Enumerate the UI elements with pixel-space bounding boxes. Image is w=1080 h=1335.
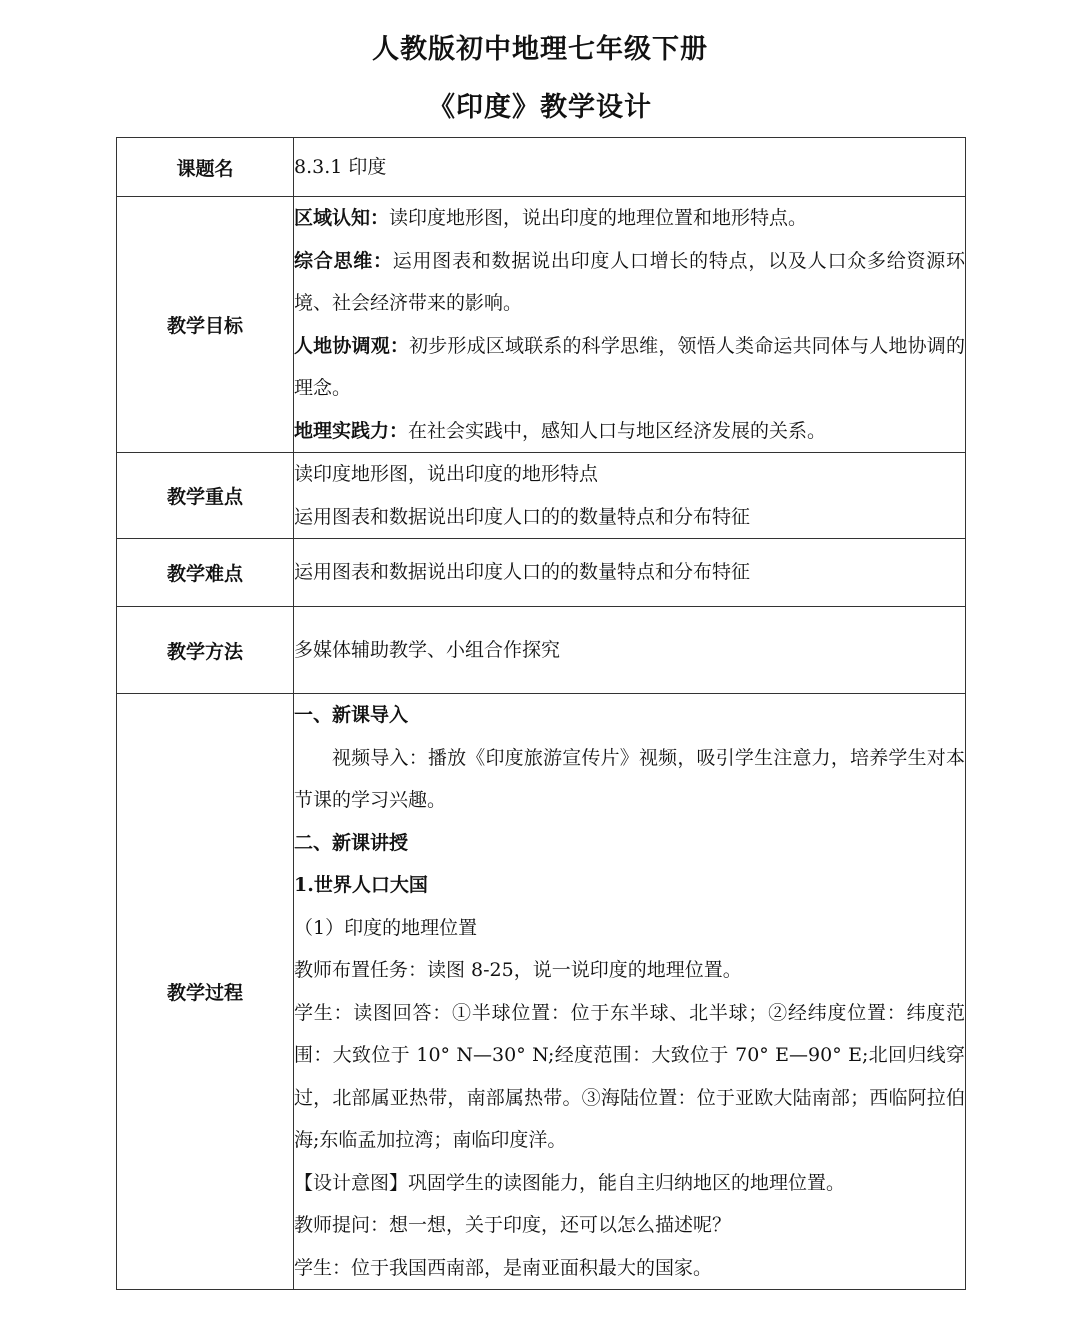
- student-answer: 学生：读图回答：①半球位置：位于东半球、北半球；②经纬度位置：纬度范围：大致位于 10° N—30° N;经度范围：大致位于 70° E—90° E;北回归线穿过，北部属亚热带，南部属热带。③海陆位置：位于亚欧大陆南部；西临阿拉伯海;东临孟加拉湾；南临印度洋。: [294, 1001, 965, 1151]
- difficulties-value: 运用图表和数据说出印度人口的的数量特点和分布特征: [294, 539, 966, 607]
- process-row: [117, 694, 966, 1290]
- methods-value: 多媒体辅助教学、小组合作探究: [294, 607, 966, 694]
- key-point-line: 读印度地形图，说出印度的地形特点: [294, 463, 599, 485]
- goals-content: [294, 197, 966, 453]
- key-point-line: 运用图表和数据说出印度人口的的数量特点和分布特征: [294, 505, 751, 528]
- goal-text: 运用图表和数据说出印度人口增长的特点，以及人口众多给资源环境、社会经济带来的影响。: [294, 249, 965, 314]
- key-points-content: [294, 453, 966, 539]
- topic-label: 课题名: [117, 138, 294, 197]
- goal-item: [294, 410, 965, 453]
- topic-row: [117, 138, 966, 197]
- document-subtitle: 《印度》教学设计: [428, 92, 652, 123]
- goal-text: 初步形成区域联系的科学思维，领悟人类命运共同体与人地协调的理念。: [294, 334, 965, 399]
- process-content: [294, 694, 966, 1290]
- key-points-row: [117, 453, 966, 539]
- lesson-plan-table: [116, 137, 966, 1290]
- topic-value: 8.3.1 印度: [294, 138, 966, 197]
- difficulties-row: [117, 539, 966, 607]
- goals-label: 教学目标: [117, 197, 294, 453]
- difficulties-label: 教学难点: [117, 539, 294, 607]
- section-heading: 一、新课导入: [294, 704, 409, 726]
- subsection-heading: 1.世界人口大国: [294, 874, 428, 896]
- methods-row: [117, 607, 966, 694]
- teacher-question: 教师提问：想一想，关于印度，还可以怎么描述呢？: [294, 1214, 732, 1236]
- goal-head: 地理实践力：: [294, 419, 409, 442]
- student-reply: 学生：位于我国西南部，是南亚面积最大的国家。: [294, 1256, 713, 1279]
- process-label: 教学过程: [117, 694, 294, 1290]
- goal-text: 读印度地形图，说出印度的地理位置和地形特点。: [389, 207, 808, 229]
- document-title: 人教版初中地理七年级下册: [372, 34, 708, 65]
- goal-text: 在社会实践中，感知人口与地区经济发展的关系。: [408, 419, 827, 442]
- design-intent: 【设计意图】巩固学生的读图能力，能自主归纳地区的地理位置。: [294, 1171, 846, 1194]
- intro-paragraph: 视频导入：播放《印度旅游宣传片》视频，吸引学生注意力，培养学生对本节课的学习兴趣。: [294, 746, 965, 811]
- methods-label: 教学方法: [117, 607, 294, 694]
- key-points-label: 教学重点: [117, 453, 294, 539]
- goal-head: 综合思维：: [294, 249, 393, 272]
- goals-row: [117, 197, 966, 453]
- point-heading: （1）印度的地理位置: [294, 916, 478, 939]
- goal-head: 人地协调观：: [294, 334, 410, 357]
- goal-head: 区域认知：: [294, 207, 390, 229]
- goal-item: [294, 325, 965, 410]
- teacher-task: 教师布置任务：读图 8-25，说一说印度的地理位置。: [294, 959, 742, 981]
- goal-item: [294, 240, 965, 325]
- section-heading: 二、新课讲授: [294, 831, 409, 854]
- goal-item: [294, 197, 965, 240]
